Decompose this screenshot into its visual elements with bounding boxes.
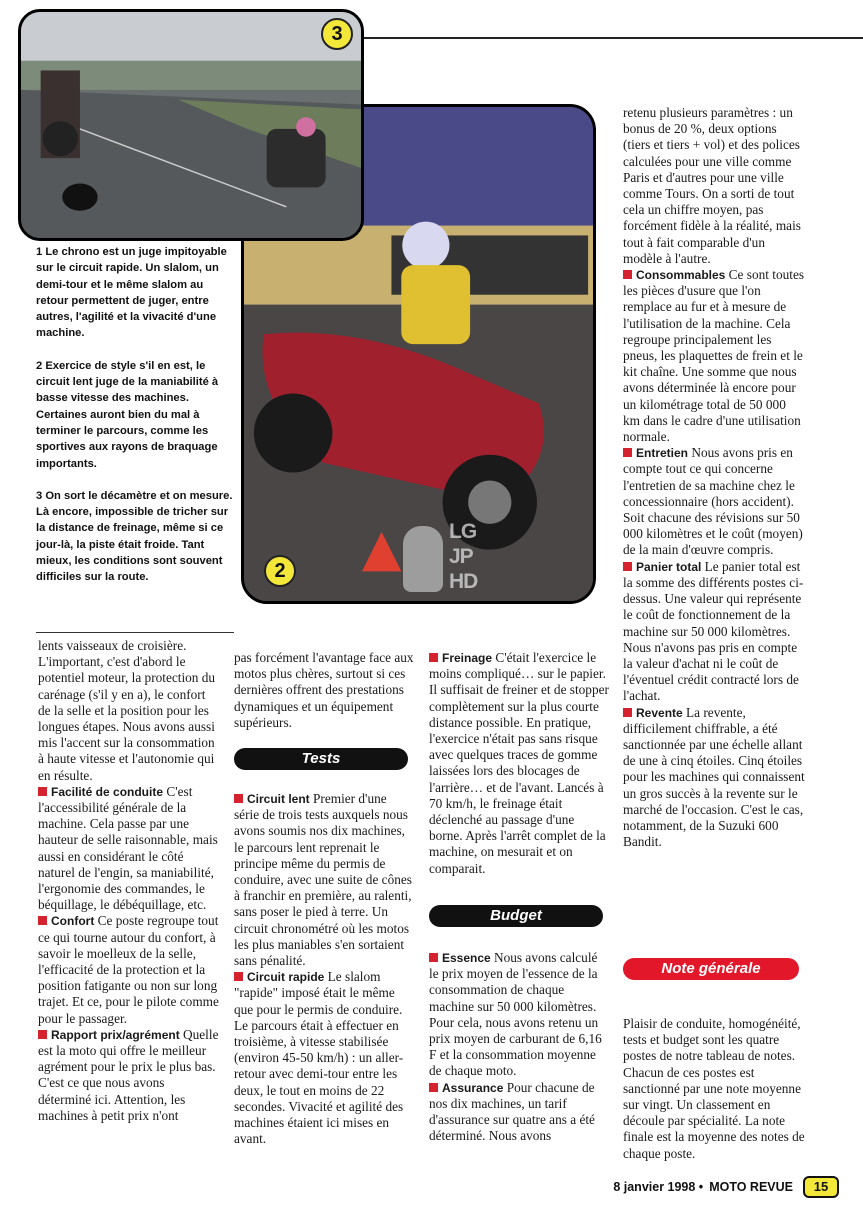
text-column-4: [623, 105, 805, 850]
photo-number-badge: 3: [321, 18, 353, 50]
photo-slalom-circuit: [18, 9, 364, 241]
watermark-line: HD: [449, 570, 478, 593]
paragraph-text: C'est l'accessibilité générale de la machine. Cela passe par une hauteur de selle raisonnable, mais aussi en considérant le côté naturel de l'engin, sa maniabilité, l'ergonomie des commandes, le béquillage, le débéquillage, etc.: [38, 783, 218, 913]
section-heading: Assurance: [442, 1080, 504, 1095]
section-banner-budget: Budget: [429, 905, 603, 927]
paragraph: Plaisir de conduite, homogénéité, tests et budget sont les quatre postes de notre tableau de notes. Chacun de ces postes est sanctionné par une note moyenne sur vingt. Un classement en découle par spécialité. La note finale est la moyenne des notes de chaque poste.: [623, 1016, 805, 1161]
paragraph-text: Premier d'une série de trois tests auxquels nous avons soumis nos dix machines, le parcours lent reprenait le principe même du permis de conduire, avec une suite de cônes à franchir en première, au ralenti, sans poser le pied à terre. Un circuit chronométré où les motos les plus maniables s'en sortaient sans pénalité.: [234, 791, 412, 969]
text-column-1: [38, 638, 220, 1124]
red-square-icon: [623, 270, 632, 279]
section-heading: Freinage: [442, 651, 493, 665]
photo-number-badge: 2: [264, 555, 296, 587]
section-banner-note-generale: Note générale: [623, 958, 799, 980]
red-square-icon: [623, 708, 632, 717]
paragraph-text: Quelle est la moto qui offre le meilleur agrément pour le prix le plus bas. C'est ce que nous avons déterminé ici. Attention, les machines à petit prix n'ont: [38, 1026, 219, 1123]
paragraph-text: La revente, difficilement chiffrable, a été sanctionnée par une échelle allant de une à cinq étoiles. Cinq étoiles pour les machines qui connaissent un gros succès à la revente sur le marché de l'occasion. C'est le cas, notamment, de la Suzuki 600 Bandit.: [623, 704, 805, 850]
text-column-3: [429, 650, 609, 877]
red-square-icon: [429, 953, 438, 962]
issue-date: 8 janvier 1998 •: [613, 1180, 704, 1194]
caption-3: 3 On sort le décamètre et on mesure. Là encore, impossible de tricher sur la distance de freinage, même si ce jour-là, la piste était froide. Tant mieux, les conditions sont souvent difficiles sur la route.: [36, 489, 233, 584]
paragraph: [623, 267, 805, 445]
paragraph: [623, 705, 805, 851]
publication-name: MOTO REVUE: [709, 1180, 793, 1194]
paragraph: [429, 950, 609, 1080]
watermark-line: JP: [449, 545, 473, 568]
section-heading: Circuit lent: [247, 792, 310, 806]
paragraph: [38, 913, 220, 1026]
red-square-icon: [623, 562, 632, 571]
paragraph-text: C'était l'exercice le moins compliqué… sur le papier. Il suffisait de freiner et de stopper complètement sur la plus courte distance possible. En pratique, l'exercice n'était pas sans risque avec quelques traces de gomme laissées lors des blocages de l'arrière… et de l'avant. Lancés à 70 km/h, le freinage était déclenché au passage d'une borne. Après l'arrêt complet de la machine, on mesurait et on comparait.: [429, 650, 609, 876]
paragraph: [623, 559, 805, 705]
section-heading: Essence: [442, 951, 491, 965]
paragraph-text: Ce poste regroupe tout ce qui tourne autour du confort, à savoir le moelleux de la selle, l'efficacité de la protection et la position fatigante ou non sur long trajet. Et ce, pour le pilote comme pour le passager.: [38, 913, 219, 1026]
portrait-icon: [403, 526, 443, 592]
red-square-icon: [429, 653, 438, 662]
section-heading: Revente: [636, 705, 683, 720]
section-heading: Rapport prix/agrément: [51, 1027, 180, 1042]
red-square-icon: [234, 972, 243, 981]
paragraph: [623, 445, 805, 558]
watermark-logo: [403, 520, 489, 600]
paragraph: [38, 784, 220, 914]
text-column-4-note: [623, 1016, 805, 1162]
paragraph: [234, 969, 414, 1147]
red-square-icon: [623, 448, 632, 457]
paragraph-text: Le panier total est la somme des différents postes ci-dessus. Une valeur qui représente le coût de fonctionnement de la machine sur 50 000 kilomètres. Nous n'avons pas pris en compte la valeur d'achat ni le coût de l'éventuel crédit contracté lors de l'achat.: [623, 558, 804, 704]
caption-divider: [36, 632, 234, 633]
red-square-icon: [38, 787, 47, 796]
text-column-2: [234, 650, 414, 731]
paragraph: [429, 650, 609, 877]
section-heading: Confort: [51, 914, 95, 929]
paragraph: [38, 1027, 220, 1124]
paragraph: lents vaisseaux de croisière. L'important, c'est d'abord le potentiel moteur, la protection du carénage (s'il y en a), le confort de la selle et la position pour les longues étapes. Nous avons aussi mis l'accent sur la consommation à haute vitesse et l'autonomie qui en résulte.: [38, 638, 216, 783]
red-square-icon: [38, 1030, 47, 1039]
paragraph: [234, 791, 414, 969]
caption-1: 1 Le chrono est un juge impitoyable sur le circuit rapide. Un slalom, un demi-tour et le même slalom au retour permettent de juger, entre autres, l'agilité et la vivacité d'une machine.: [36, 246, 227, 340]
red-square-icon: [234, 794, 243, 803]
paragraph-text: Nous avons pris en compte tout ce qui concerne l'entretien de sa machine chez le concessionnaire (hors accident). Soit chacune des révisions sur 50 000 kilomètres et le coût (moyen) de la main d'œuvre compris.: [623, 445, 803, 558]
page-number: 15: [803, 1176, 839, 1198]
header-rule: [360, 37, 863, 39]
section-banner-tests: Tests: [234, 748, 408, 770]
watermark-line: LG: [449, 520, 477, 543]
paragraph-text: Pour chacune de nos dix machines, un tarif d'assurance sur quatre ans a été déterminé. Nous avons: [429, 1079, 595, 1144]
paragraph-text: Nous avons calculé le prix moyen de l'essence de la consommation de chaque machine sur 50 000 kilomètres. Pour cela, nous avons retenu un prix moyen de carburant de 6,16 F et la consommation moyenne de chaque moto.: [429, 950, 602, 1079]
paragraph: [429, 1080, 609, 1145]
section-heading: Consommables: [636, 268, 726, 283]
photo-captions: [36, 244, 234, 602]
section-heading: Circuit rapide: [247, 970, 325, 985]
caption-2: 2 Exercice de style s'il en est, le circuit lent juge de la maniabilité à basse vitesse des machines. Certaines auront bien du mal à terminer le parcours, comme les sportives aux rayons de braquage importants.: [36, 359, 219, 470]
text-column-2-tests: [234, 791, 414, 1147]
section-heading: Entretien: [636, 446, 689, 461]
paragraph-text: Le slalom "rapide" imposé était le même que pour le permis de conduire. Le parcours était à effectuer en troisième, à vitesse stabilisée (environ 45-50 km/h) : un aller-retour avec demi-tour entre les deux, le tout en moins de 22 secondes. Vivacité et agilité des machines étaient ici mises en avant.: [234, 969, 404, 1147]
page-footer: [613, 1176, 839, 1198]
text-column-3-budget: [429, 950, 609, 1144]
red-square-icon: [429, 1083, 438, 1092]
paragraph: pas forcément l'avantage face aux motos plus chères, surtout si ces dernières offrent des prestations dynamiques et un équipement supérieurs.: [234, 650, 414, 730]
red-square-icon: [38, 916, 47, 925]
paragraph-text: Ce sont toutes les pièces d'usure que l'on remplace au fur et à mesure de l'utilisation de la machine. Cela regroupe principalement les pneus, les plaquettes de frein et le kit chaîne. Une somme que nous avons déterminée là encore pour un kilométrage total de 50 000 km dans le cadre d'une utilisation normale.: [623, 267, 805, 445]
section-heading: Panier total: [636, 559, 702, 574]
paragraph: retenu plusieurs paramètres : un bonus de 20 %, deux options (tiers et tiers + vol) et des polices calculées pour une ville comme Paris et d'autres pour une ville comme Tours. On a sorti de tout cela un chiffre moyen, pas forcément fidèle à la réalité, mais tout à fait comparable d'un modèle à l'autre.: [623, 105, 801, 266]
section-heading: Facilité de conduite: [51, 784, 164, 799]
